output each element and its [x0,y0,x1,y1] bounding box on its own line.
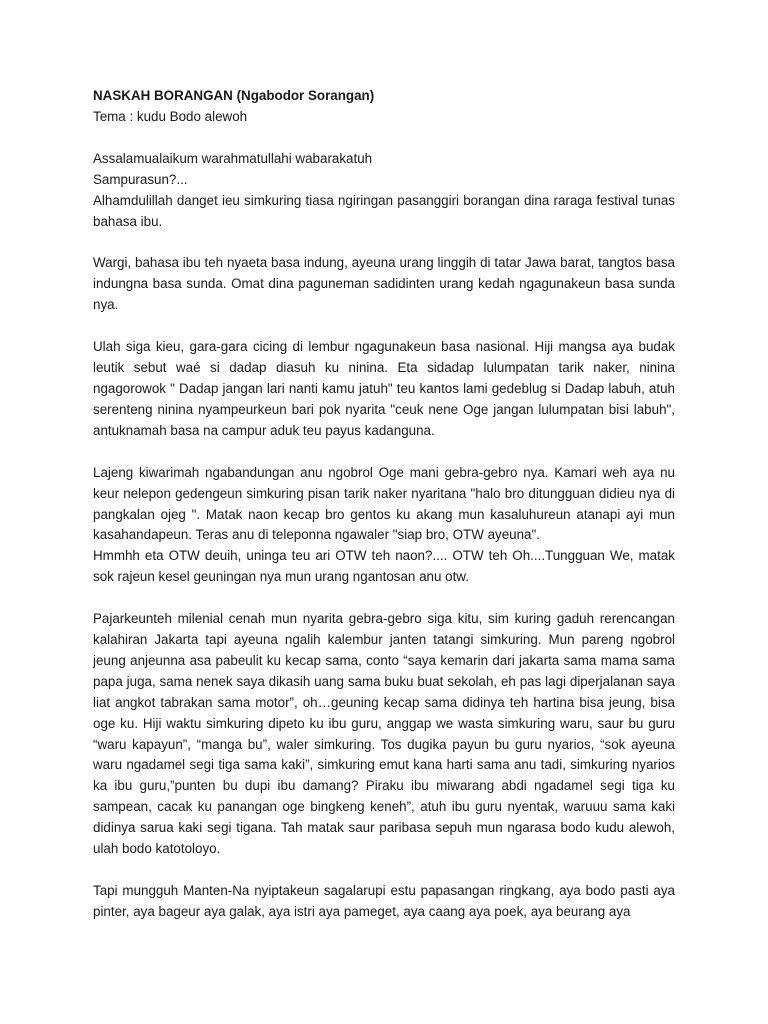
greeting-alhamdulillah: Alhamdulillah danget ieu simkuring tiasa ngiringan pasanggiri borangan dina raraga festival tunas bahasa ibu. [93,192,675,229]
paragraph-dadap-story: Ulah siga kieu, gara-gara cicing di lembur ngagunakeun basa nasional. Hiji mangsa aya budak leutik sebut waé si dadap diasuh ku ninina. Eta sidadap lulumpatan tarik naker, ninina ngagorowok " Dadap jangan lari nanti kamu jatuh" teu kantos lami gedeblug si Dadap labuh, atuh serenteng ninina nyampeurkeun bari pok nyarita "ceuk nene Oge jangan lulumpatan bisi labuh", antuknamah basa na campur aduk teu payus kadanguna. [93,339,675,438]
paragraph-otw: Hmmhh eta OTW deuih, uninga teu ari OTW teh naon?.... OTW teh Oh....Tungguan We, matak sok rajeun kesel geuningan nya mun urang ngantosan anu otw. [93,548,675,585]
paragraph-papasangan: Tapi mungguh Manten-Na nyiptakeun sagalarupi estu papasangan ringkang, aya bodo pasti aya pinter, aya bageur aya galak, aya istri aya pameget, aya caang aya poek, aya beurang aya [93,883,675,919]
paragraph-gebra-gebro: Lajeng kiwarimah ngabandungan anu ngobrol Oge mani gebra-gebro nya. Kamari weh aya nu keur nelepon gedengeun simkuring pisan tarik naker nyaritana "halo bro ditungguan didieu nya di pangkalan ojeg ". Matak naon kecap bro gentos ku akang mun kasaluhureun atanapi ayi mun kasahandapeun. Teras anu di teleponna ngawaler "siap bro, OTW ayeuna". [93,464,675,543]
document-theme: Tema : kudu Bodo alewoh [93,108,248,124]
greeting-salam: Assalamualaikum warahmatullahi wabarakatuh [93,150,373,166]
greeting-block [93,149,675,233]
paragraph-milenial: Pajarkeunteh milenial cenah mun nyarita gebra-gebro siga kitu, sim kuring gaduh rerencangan kalahiran Jakarta tapi ayeuna ngalih kalembur janten tatangi simkuring. Mun pareng ngobrol jeung anjeunna asa pabeulit ku kecap sama, conto “saya kemarin dari jakarta sama mama sama papa juga, sama nenek saya dikasih uang sama buku buat sekolah, eh pas lagi diperjalanan saya liat angkot tabrakan sama motor”, oh…geuning kecap sama didinya teh hartina bisa jeung, bisa oge ku. Hiji waktu simkuring dipeto ku ibu guru, anggap we wasta simkuring waru, saur bu guru “waru kapayun”, “manga bu”, waler simkuring. Tos dugika payun bu guru nyarios, “sok ayeuna waru ngadamel segi tiga sama kaki”, simkuring emut kana harti sama anu tadi, simkuring nyarios ka ibu guru,”punten bu dupi ibu damang? Piraku ibu miwarang abdi ngadamel segi tiga ku sampean, cacak ku panangan oge bingkeng keneh”, atuh ibu guru nyentak, waruuu sama kaki didinya sarua kaki segi tigana. Tah matak saur paribasa sepuh mun ngarasa bodo kudu alewoh, ulah bodo katotoloyo. [93,611,675,857]
document-body [93,86,675,944]
document-title: NASKAH BORANGAN (Ngabodor Sorangan) [93,88,375,103]
paragraph-bahasa-ibu: Wargi, bahasa ibu teh nyaeta basa indung, ayeuna urang linggih di tatar Jawa barat, tangtos basa indungna basa sunda. Omat dina paguneman sadidinten urang kedah ngagunakeun basa sunda nya. [93,255,675,313]
greeting-sampurasun: Sampurasun?... [93,171,188,187]
